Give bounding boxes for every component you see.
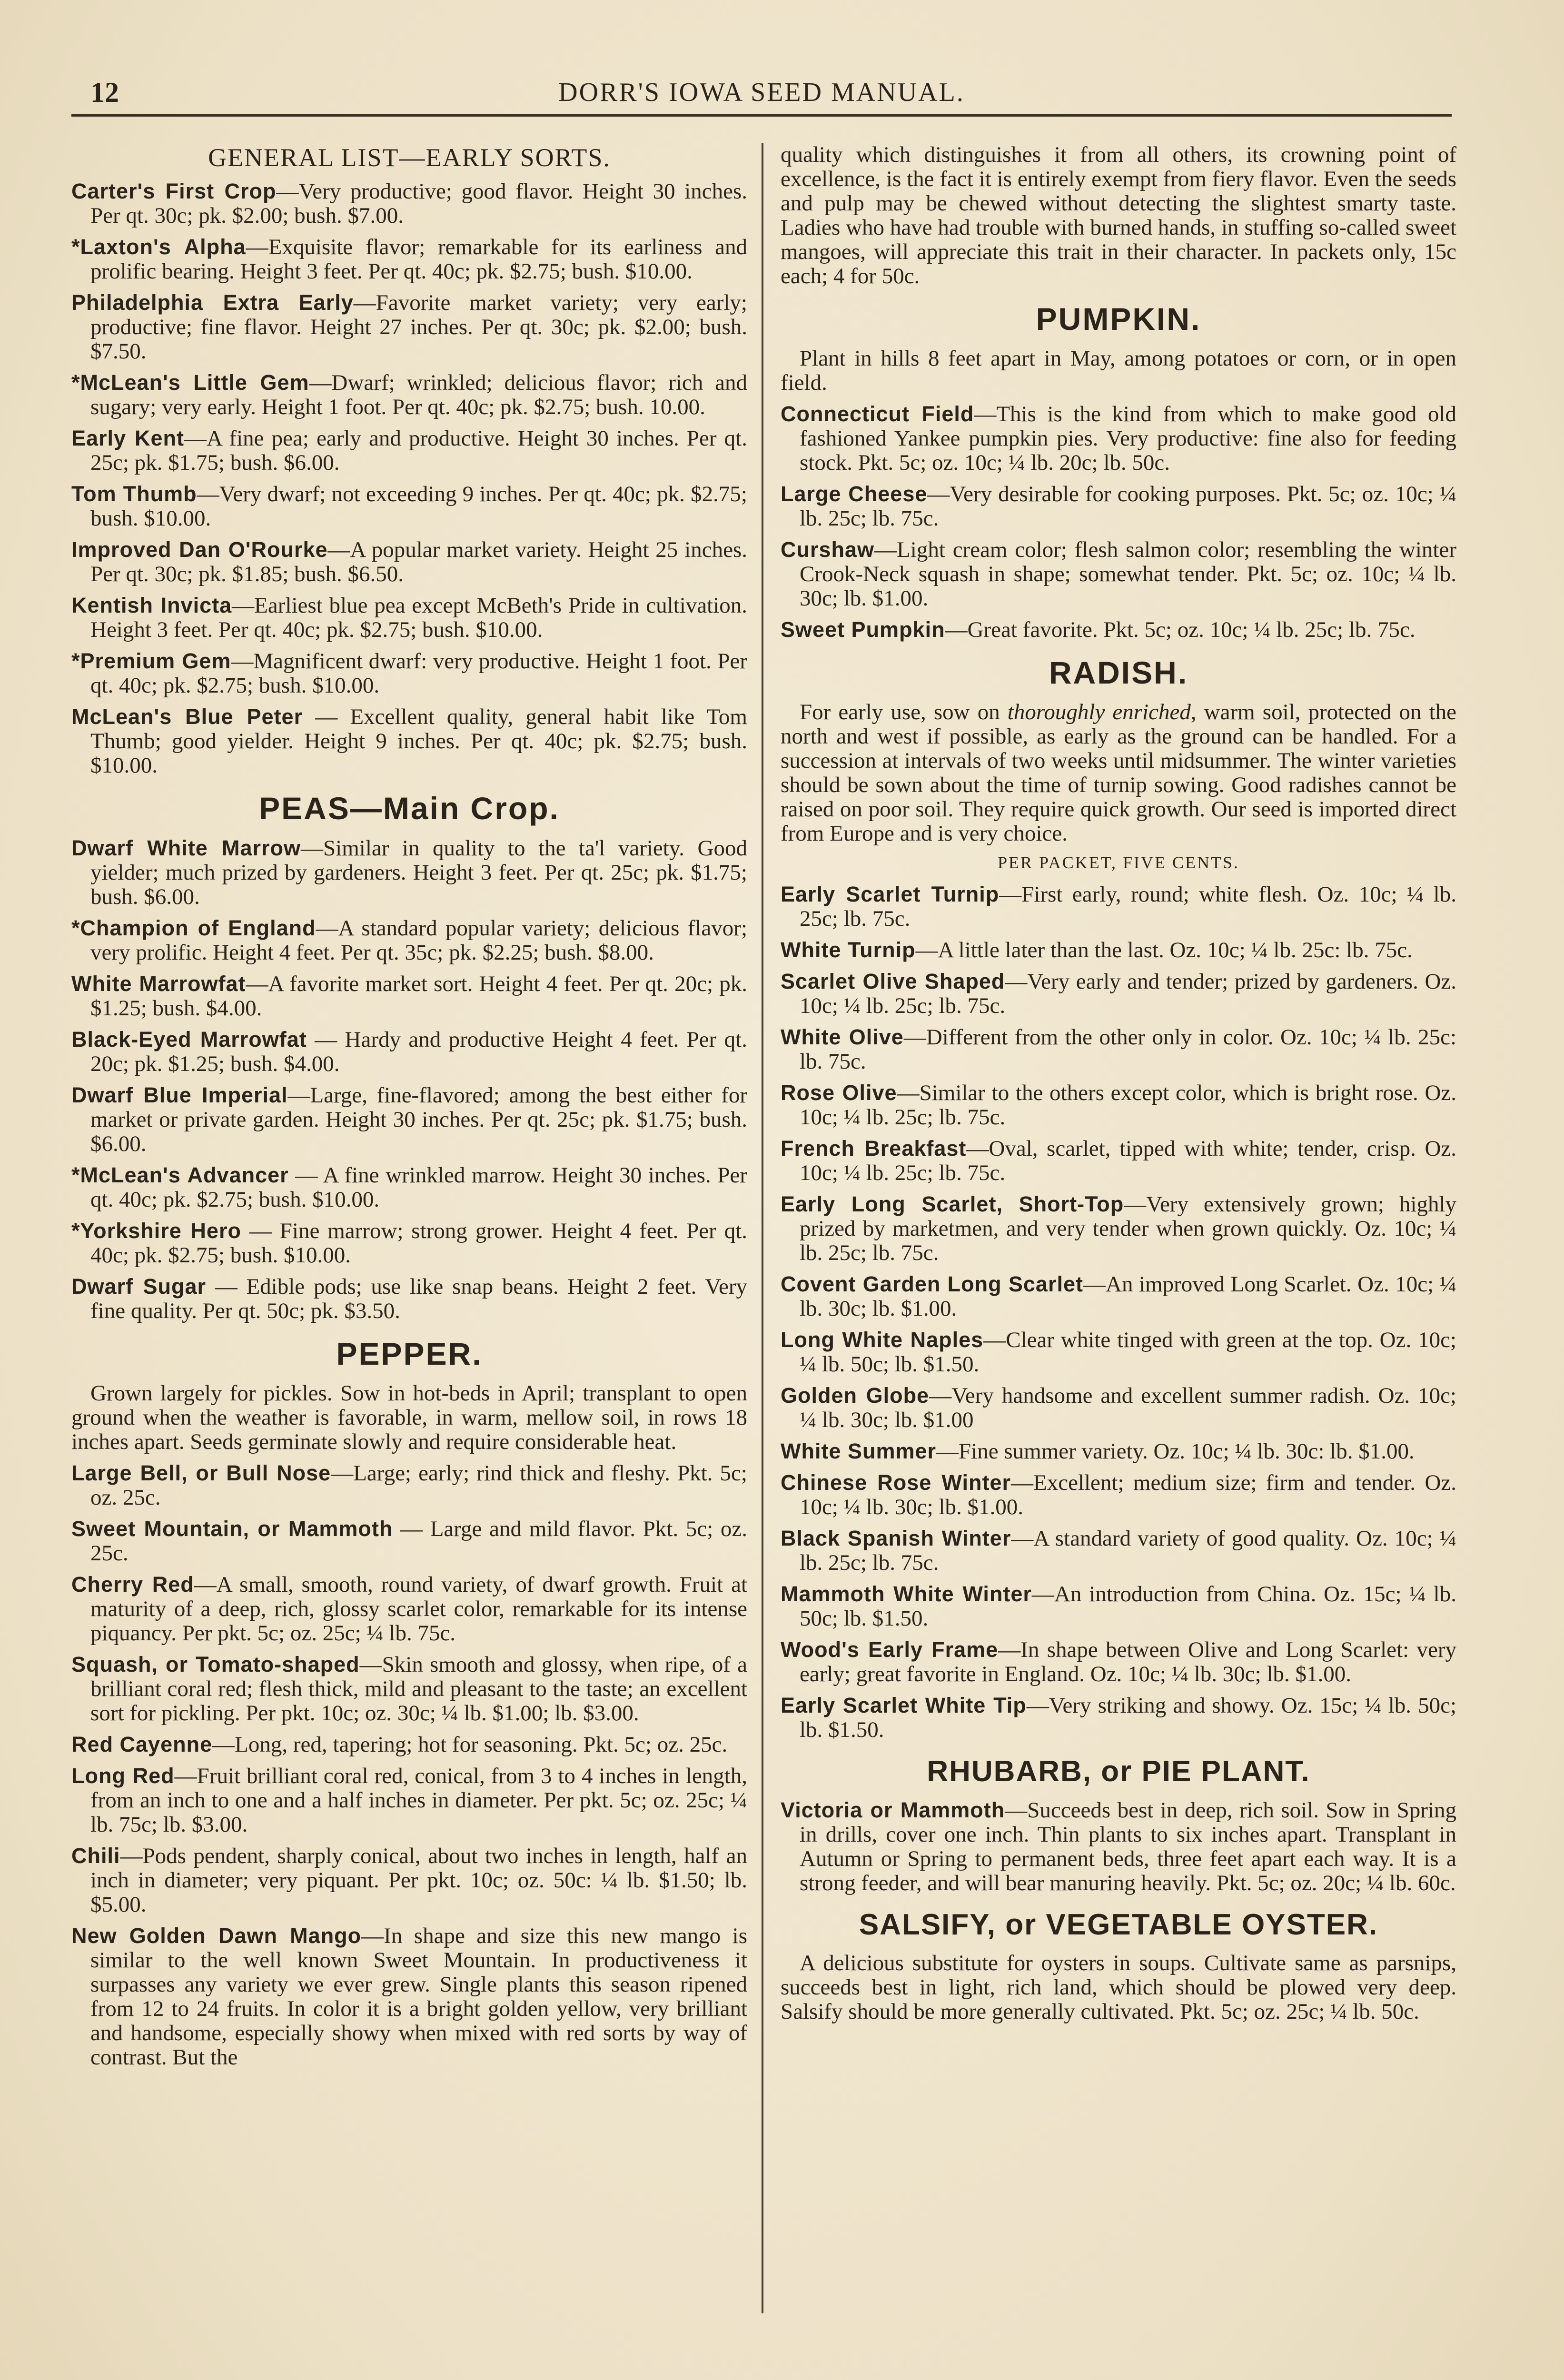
variety-description: —Very handsome and excellent summer radish. Oz. 10c; ¼ lb. 30c; lb. $1.00	[800, 1383, 1456, 1432]
variety-description: —An introduction from China. Oz. 15c; ¼ lb. 50c; lb. $1.50.	[800, 1582, 1456, 1631]
variety-description: —Dwarf; wrinkled; delicious flavor; rich and sugary; very early. Height 1 foot. Per qt. 40c; pk. $2.75; bush. 10.00.	[90, 370, 747, 419]
variety-description: —Favorite market variety; very early; productive; fine flavor. Height 27 inches. Per qt. 30c; pk. $2.00; bush. $7.50.	[90, 290, 747, 364]
variety-name: Sweet Pumpkin	[781, 617, 945, 642]
pepper-heading: PEPPER.	[336, 1336, 483, 1371]
catalog-entry	[71, 649, 747, 698]
variety-description: —Very striking and showy. Oz. 15c; ¼ lb. 50c; lb. $1.50.	[800, 1693, 1457, 1742]
variety-name: *Yorkshire Hero	[71, 1219, 241, 1243]
catalog-entry	[71, 1461, 747, 1510]
mango-continued-text: quality which distinguishes it from all others, its crowning point of excellence, is the fact it is entirely exempt from fiery flavor. Even the seeds and pulp may be chewed without detecting the slightest smarty taste. Ladies who have had trouble with burned hands, in stuffing so-called sweet mangoes, will appreciate this trait in their character. In packets only, 15c each; 4 for 50c.	[781, 142, 1456, 288]
catalog-entry	[781, 1582, 1456, 1631]
catalog-entry	[71, 1764, 747, 1837]
variety-name: Early Scarlet Turnip	[781, 882, 1000, 906]
variety-name: Large Bell, or Bull Nose	[71, 1461, 331, 1485]
variety-description: —Similar to the others except color, which is bright rose. Oz. 10c; ¼ lb. 25c; lb. 75c.	[800, 1081, 1456, 1130]
catalog-entry	[71, 593, 747, 642]
catalog-entry	[781, 537, 1456, 611]
variety-name: Scarlet Olive Shaped	[781, 969, 1005, 993]
variety-name: Sweet Mountain, or Mammoth	[71, 1517, 393, 1541]
variety-name: Mammoth White Winter	[781, 1582, 1032, 1606]
variety-description: —Similar in quality to the ta'l variety. Good yielder; much prized by gardeners. Height 3 feet. Per qt. 25c; pk. $1.75; bush. $6.00.	[90, 836, 747, 909]
general-list-heading: GENERAL LIST—EARLY SORTS.	[208, 143, 611, 172]
catalog-entry	[781, 617, 1456, 642]
variety-description: —In shape and size this new mango is similar to the well known Sweet Mountain. In productiveness it surpasses any variety we ever grew. Single plants this season ripened from 12 to 24 fruits. In color it is a bright golden yellow, very brilliant and handsome, especially showy when mixed with red sorts by way of contrast. But the	[90, 1924, 747, 2070]
variety-description: —A fine pea; early and productive. Height 30 inches. Per qt. 25c; pk. $1.75; bush. $6.00.	[90, 426, 747, 475]
catalog-entry	[781, 882, 1456, 931]
variety-name: Cherry Red	[71, 1572, 194, 1597]
variety-name: *McLean's Advancer	[71, 1163, 289, 1187]
catalog-entry	[781, 482, 1456, 531]
variety-name: French Breakfast	[781, 1136, 967, 1160]
radish-intro-after: , warm soil, protected on the north and west if possible, as early as the ground can be handled. For a succession at intervals of two weeks until midsummer. The winter varieties should be sown about the time of turnip sowing. Good radishes cannot be raised on poor soil. They require quick growth. Our seed is imported direct from Europe and is very choice.	[781, 700, 1456, 846]
column-divider	[762, 143, 763, 2313]
catalog-entry	[71, 704, 747, 778]
variety-description: — Excellent quality, general habit like Tom Thumb; good yielder. Height 9 inches. Per qt. 40c; pk. $2.75; bush. $10.00.	[90, 704, 747, 778]
right-column	[781, 143, 1456, 2031]
catalog-entry	[781, 1383, 1456, 1432]
variety-description: —A popular market variety. Height 25 inches. Per qt. 30c; pk. $1.85; bush. $6.50.	[90, 537, 747, 586]
variety-name: Curshaw	[781, 537, 875, 562]
variety-description: — A fine wrinkled marrow. Height 30 inches. Per qt. 40c; pk. $2.75; bush. $10.00.	[90, 1163, 747, 1212]
variety-description: —Magnificent dwarf: very productive. Height 1 foot. Per qt. 40c; pk. $2.75; bush. $10.00.	[90, 649, 747, 698]
catalog-entry	[781, 1637, 1456, 1686]
catalog-entry	[71, 482, 747, 531]
variety-name: Wood's Early Frame	[781, 1637, 999, 1662]
catalog-entry	[71, 1219, 747, 1268]
variety-description: —A standard variety of good quality. Oz. 10c; ¼ lb. 25c; lb. 75c.	[800, 1526, 1456, 1575]
variety-description: —Very dwarf; not exceeding 9 inches. Per qt. 40c; pk. $2.75; bush. $10.00.	[90, 482, 747, 531]
variety-description: —Very desirable for cooking purposes. Pkt. 5c; oz. 10c; ¼ lb. 25c; lb. 75c.	[800, 482, 1456, 531]
radish-heading: RADISH.	[1049, 655, 1188, 690]
variety-name: Kentish Invicta	[71, 593, 232, 617]
catalog-entry	[781, 402, 1456, 475]
variety-description: —Fine summer variety. Oz. 10c; ¼ lb. 30c: lb. $1.00.	[936, 1439, 1415, 1464]
rhubarb-heading: RHUBARB, or PIE PLANT.	[927, 1755, 1310, 1788]
variety-description: —Very productive; good flavor. Height 30 inches. Per qt. 30c; pk. $2.00; bush. $7.00.	[90, 179, 747, 228]
catalog-entry	[781, 1192, 1456, 1265]
variety-name: Black Spanish Winter	[781, 1526, 1011, 1550]
variety-name: Dwarf Blue Imperial	[71, 1083, 288, 1107]
catalog-entry	[71, 1652, 747, 1726]
pepper-intro: Grown largely for pickles. Sow in hot-beds in April; transplant to open ground when the weather is favorable, in warm, mellow soil, in rows 18 inches apart. Seeds germinate slowly and require considerable heat.	[71, 1381, 747, 1454]
variety-name: Large Cheese	[781, 482, 928, 506]
catalog-entry	[781, 1470, 1456, 1519]
variety-description: —An improved Long Scarlet. Oz. 10c; ¼ lb. 30c; lb. $1.00.	[800, 1272, 1456, 1321]
variety-description: —Long, red, tapering; hot for seasoning. Pkt. 5c; oz. 25c.	[212, 1732, 728, 1757]
variety-name: Red Cayenne	[71, 1732, 213, 1756]
variety-description: —In shape between Olive and Long Scarlet: very early; great favorite in England. Oz. 10c; ¼ lb. 30c; lb. $1.00.	[800, 1637, 1456, 1686]
variety-name: *Champion of England	[71, 916, 316, 940]
variety-description: —A standard popular variety; delicious flavor; very prolific. Height 4 feet. Per qt. 35c; pk. $2.25; bush. $8.00.	[90, 916, 747, 965]
catalog-entry	[71, 426, 747, 475]
variety-description: —Different from the other only in color. Oz. 10c; ¼ lb. 25c: lb. 75c.	[800, 1025, 1456, 1074]
variety-description: — Fine marrow; strong grower. Height 4 feet. Per qt. 40c; pk. $2.75; bush. $10.00.	[90, 1219, 748, 1268]
page-header	[71, 71, 1452, 117]
catalog-entry	[71, 1083, 747, 1156]
variety-description: —Fruit brilliant coral red, conical, from 3 to 4 inches in length, from an inch to one and a half inches in diameter. Per pkt. 5c; oz. 25c; ¼ lb. 75c; lb. $3.00.	[90, 1764, 747, 1837]
catalog-entry	[71, 836, 747, 909]
variety-description: —A little later than the last. Oz. 10c; ¼ lb. 25c: lb. 75c.	[915, 938, 1413, 962]
catalog-entry	[781, 1439, 1456, 1464]
variety-name: Dwarf Sugar	[71, 1274, 207, 1299]
pepper-entries	[71, 1461, 747, 2070]
variety-name: Black-Eyed Marrowfat	[71, 1027, 307, 1051]
general-list-entries	[71, 179, 747, 778]
variety-name: Carter's First Crop	[71, 179, 277, 203]
pumpkin-heading: PUMPKIN.	[1036, 301, 1201, 337]
variety-description: — Large and mild flavor. Pkt. 5c; oz. 25c.	[90, 1517, 748, 1566]
catalog-entry	[71, 1732, 747, 1757]
catalog-entry	[781, 1798, 1456, 1895]
variety-description: —First early, round; white flesh. Oz. 10c; ¼ lb. 25c; lb. 75c.	[800, 882, 1456, 931]
catalog-entry	[71, 290, 747, 364]
variety-description: —Very extensively grown; highly prized by marketmen, and very tender when grown quickly. Oz. 10c; ¼ lb. 25c; lb. 75c.	[800, 1192, 1456, 1265]
variety-name: Golden Globe	[781, 1383, 930, 1408]
variety-name: Early Scarlet White Tip	[781, 1693, 1027, 1717]
variety-description: —Earliest blue pea except McBeth's Pride in cultivation. Height 3 feet. Per qt. 40c; pk. $2.75; bush. $10.00.	[90, 593, 747, 642]
catalog-entry	[781, 969, 1456, 1018]
variety-description: —Oval, scarlet, tipped with white; tender, crisp. Oz. 10c; ¼ lb. 25c; lb. 75c.	[800, 1136, 1456, 1185]
radish-intro-emphasis: thoroughly enriched	[1007, 700, 1191, 724]
peas-main-entries	[71, 836, 747, 1323]
variety-description: —A favorite market sort. Height 4 feet. Per qt. 20c; pk. $1.25; bush. $4.00.	[90, 972, 747, 1021]
catalog-entry	[781, 1025, 1456, 1074]
catalog-entry	[71, 537, 747, 586]
variety-description: — Hardy and productive Height 4 feet. Per qt. 20c; pk. $1.25; bush. $4.00.	[90, 1027, 747, 1076]
variety-name: *Laxton's Alpha	[71, 235, 246, 259]
radish-intro	[781, 700, 1456, 846]
salsify-heading: SALSIFY, or VEGETABLE OYSTER.	[859, 1908, 1378, 1941]
variety-name: Tom Thumb	[71, 482, 197, 506]
variety-name: *McLean's Little Gem	[71, 370, 309, 395]
catalog-entry	[71, 1517, 747, 1566]
variety-name: Victoria or Mammoth	[781, 1798, 1005, 1822]
catalog-entry	[71, 1027, 747, 1076]
variety-name: Long White Naples	[781, 1328, 984, 1352]
variety-name: Philadelphia Extra Early	[71, 290, 354, 315]
variety-description: —Great favorite. Pkt. 5c; oz. 10c; ¼ lb. 25c; lb. 75c.	[945, 617, 1416, 642]
variety-name: Early Kent	[71, 426, 184, 450]
salsify-intro: A delicious substitute for oysters in soups. Cultivate same as parsnips, succeeds best in light, rich land, which should be plowed very deep. Salsify should be more generally cultivated. Pkt. 5c; oz. 25c; ¼ lb. 50c.	[781, 1951, 1456, 2024]
catalog-entry	[781, 1136, 1456, 1185]
variety-name: Squash, or Tomato-shaped	[71, 1652, 360, 1676]
variety-description: —This is the kind from which to make good old fashioned Yankee pumpkin pies. Very productive: fine also for feeding stock. Pkt. 5c; oz. 10c; ¼ lb. 20c; lb. 50c.	[800, 402, 1456, 475]
radish-intro-before: For early use, sow on	[800, 700, 1008, 724]
variety-name: Connecticut Field	[781, 402, 974, 426]
variety-name: New Golden Dawn Mango	[71, 1924, 362, 1948]
variety-description: — Edible pods; use like snap beans. Height 2 feet. Very fine quality. Per qt. 50c; pk. $3.50.	[90, 1274, 747, 1323]
catalog-entry	[781, 1081, 1456, 1130]
variety-description: —Very early and tender; prized by gardeners. Oz. 10c; ¼ lb. 25c; lb. 75c.	[800, 969, 1456, 1018]
variety-name: Covent Garden Long Scarlet	[781, 1272, 1083, 1296]
peas-main-heading: PEAS—Main Crop.	[259, 791, 560, 826]
variety-description: —A small, smooth, round variety, of dwarf growth. Fruit at maturity of a deep, rich, glossy scarlet color, remarkable for its intense piquancy. Per pkt. 5c; oz. 25c; ¼ lb. 75c.	[90, 1572, 748, 1646]
catalog-entry	[71, 1924, 747, 2070]
variety-name: White Olive	[781, 1025, 904, 1049]
pumpkin-intro: Plant in hills 8 feet apart in May, among potatoes or corn, or in open field.	[781, 346, 1456, 395]
variety-description: —Pods pendent, sharply conical, about two inches in length, half an inch in diameter; very piquant. Per pkt. 10c; oz. 50c: ¼ lb. $1.50; lb. $5.00.	[90, 1844, 747, 1917]
catalog-entry	[71, 916, 747, 965]
variety-name: White Turnip	[781, 938, 916, 962]
catalog-entry	[71, 235, 747, 284]
variety-name: Improved Dan O'Rourke	[71, 537, 328, 562]
catalog-entry	[71, 1572, 747, 1646]
rhubarb-entries	[781, 1798, 1456, 1895]
variety-name: White Summer	[781, 1439, 937, 1463]
catalog-entry	[71, 1163, 747, 1212]
catalog-entry	[71, 1844, 747, 1917]
running-title: DORR'S IOWA SEED MANUAL.	[558, 78, 965, 107]
variety-description: —Large; early; rind thick and fleshy. Pkt. 5c; oz. 25c.	[90, 1461, 747, 1510]
pumpkin-entries	[781, 402, 1456, 642]
variety-name: Chili	[71, 1844, 120, 1868]
variety-description: —Skin smooth and glossy, when ripe, of a brilliant coral red; flesh thick, mild and pleasant to the taste; an excellent sort for pickling. Per pkt. 10c; oz. 30c; ¼ lb. $1.00; lb. $3.00.	[90, 1652, 748, 1726]
catalog-entry	[71, 370, 747, 419]
left-column	[71, 143, 747, 2076]
catalog-entry	[781, 1526, 1456, 1575]
variety-description: —Excellent; medium size; firm and tender. Oz. 10c; ¼ lb. 30c; lb. $1.00.	[800, 1470, 1456, 1519]
variety-description: —Exquisite flavor; remarkable for its earliness and prolific bearing. Height 3 feet. Per qt. 40c; pk. $2.75; bush. $10.00.	[90, 235, 748, 284]
catalog-entry	[781, 1693, 1456, 1742]
catalog-entry	[71, 179, 747, 228]
catalog-entry	[71, 1274, 747, 1323]
variety-name: Dwarf White Marrow	[71, 836, 301, 860]
radish-entries	[781, 882, 1456, 1742]
variety-description: —Clear white tinged with green at the top. Oz. 10c; ¼ lb. 50c; lb. $1.50.	[800, 1328, 1456, 1377]
variety-name: McLean's Blue Peter	[71, 704, 303, 729]
variety-description: —Light cream color; flesh salmon color; resembling the winter Crook-Neck squash in shape; somewhat tender. Pkt. 5c; oz. 10c; ¼ lb. 30c; lb. $1.00.	[800, 537, 1456, 611]
catalog-entry	[71, 972, 747, 1021]
catalog-entry	[781, 1272, 1456, 1321]
radish-price-note: PER PACKET, FIVE CENTS.	[997, 853, 1240, 872]
page-number: 12	[90, 77, 119, 108]
variety-description: —Succeeds best in deep, rich soil. Sow in Spring in drills, cover one inch. Thin plants to six inches apart. Transplant in Autumn or Spring to permanent beds, three feet apart each way. It is a strong feeder, and will bear manuring heavily. Pkt. 5c; oz. 20c; ¼ lb. 60c.	[800, 1798, 1456, 1895]
variety-name: Rose Olive	[781, 1081, 897, 1105]
variety-name: White Marrowfat	[71, 972, 246, 996]
variety-name: Long Red	[71, 1764, 175, 1788]
variety-description: —Large, fine-flavored; among the best either for market or private garden. Height 30 inches. Per qt. 25c; pk. $1.75; bush. $6.00.	[90, 1083, 747, 1156]
catalog-entry	[781, 938, 1456, 962]
variety-name: *Premium Gem	[71, 649, 231, 673]
variety-name: Chinese Rose Winter	[781, 1470, 1011, 1495]
variety-name: Early Long Scarlet, Short-Top	[781, 1192, 1124, 1216]
catalog-entry	[781, 1328, 1456, 1377]
